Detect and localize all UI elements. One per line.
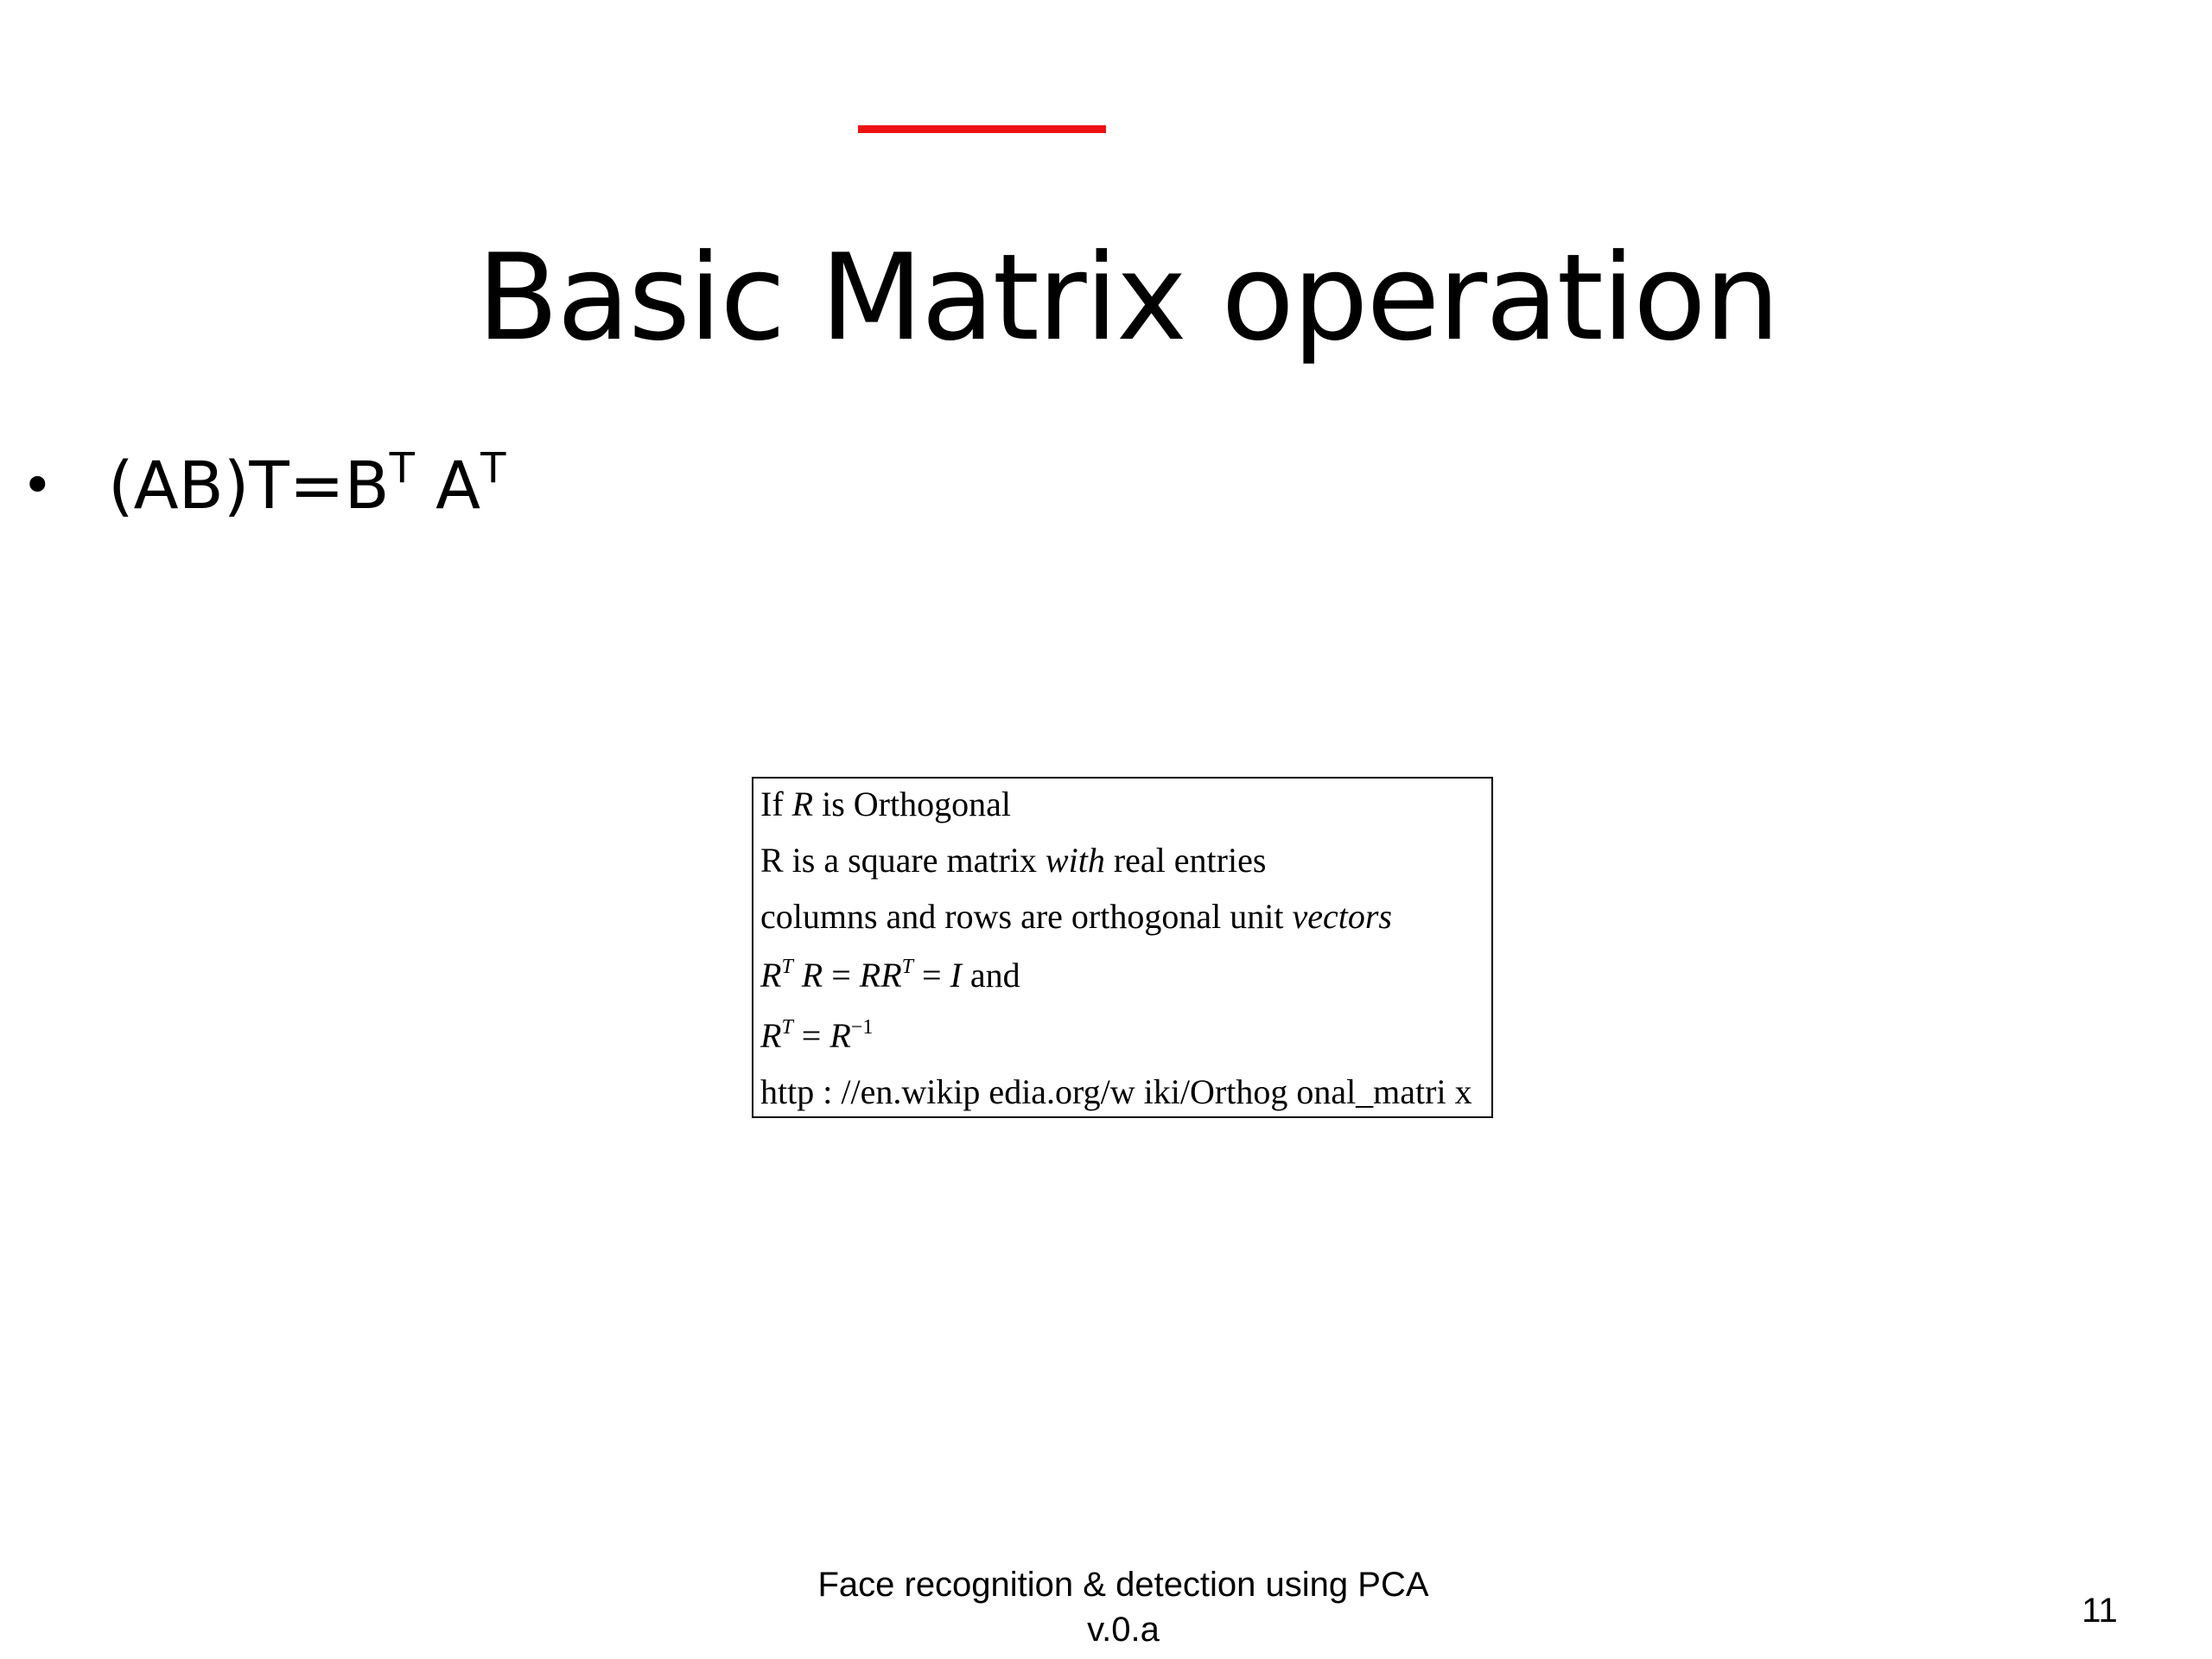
bullet-text-prefix: (AB)T=B: [108, 447, 390, 524]
formula-text: real entries: [1104, 841, 1267, 880]
formula-var: R: [760, 1016, 782, 1055]
formula-line-2: [760, 839, 1266, 882]
slide-footer: [691, 1562, 1555, 1652]
formula-var: R: [830, 1016, 851, 1055]
formula-transpose: T: [781, 1016, 793, 1039]
formula-text: and: [961, 956, 1020, 995]
bullet-sup-2: T: [480, 444, 506, 493]
formula-transpose: T: [901, 956, 914, 978]
formula-line-3: [760, 895, 1392, 938]
formula-var: R: [791, 785, 814, 823]
formula-text: is Orthogonal: [813, 785, 1011, 823]
formula-identity: I: [950, 956, 962, 995]
footer-title: Face recognition & detection using PCA: [817, 1566, 1429, 1604]
formula-var: RR: [859, 956, 902, 995]
orthogonal-matrix-formula-box: [752, 777, 1493, 1118]
formula-line-4: [760, 954, 1020, 997]
formula-equals: =: [913, 956, 950, 995]
footer-version: v.0.a: [1087, 1611, 1160, 1649]
formula-var: R: [760, 956, 782, 995]
formula-equals: =: [792, 1016, 830, 1055]
bullet-text-middle: A: [415, 447, 481, 524]
formula-text: R is a square matrix: [760, 841, 1046, 880]
formula-inverse: −1: [850, 1016, 874, 1039]
formula-emphasis: with: [1045, 841, 1105, 880]
page-number: 11: [2082, 1592, 2118, 1630]
slide-title: Basic Matrix operation: [476, 228, 1779, 367]
formula-line-5: [760, 1014, 873, 1058]
formula-text: If: [760, 785, 792, 823]
formula-var: R: [792, 956, 823, 995]
formula-transpose: T: [781, 956, 793, 978]
formula-text: columns and rows are orthogonal unit: [760, 897, 1293, 936]
formula-emphasis: vectors: [1292, 897, 1392, 936]
formula-equals: =: [823, 956, 860, 995]
title-accent-bar: [858, 125, 1106, 133]
formula-source-url: http : //en.wikip edia.org/w iki/Orthog onal_matri x: [760, 1072, 1472, 1111]
bullet-marker: •: [22, 454, 54, 517]
bullet-sup-1: T: [389, 444, 415, 493]
formula-line-1: [760, 783, 1011, 826]
bullet-item: [22, 442, 505, 529]
